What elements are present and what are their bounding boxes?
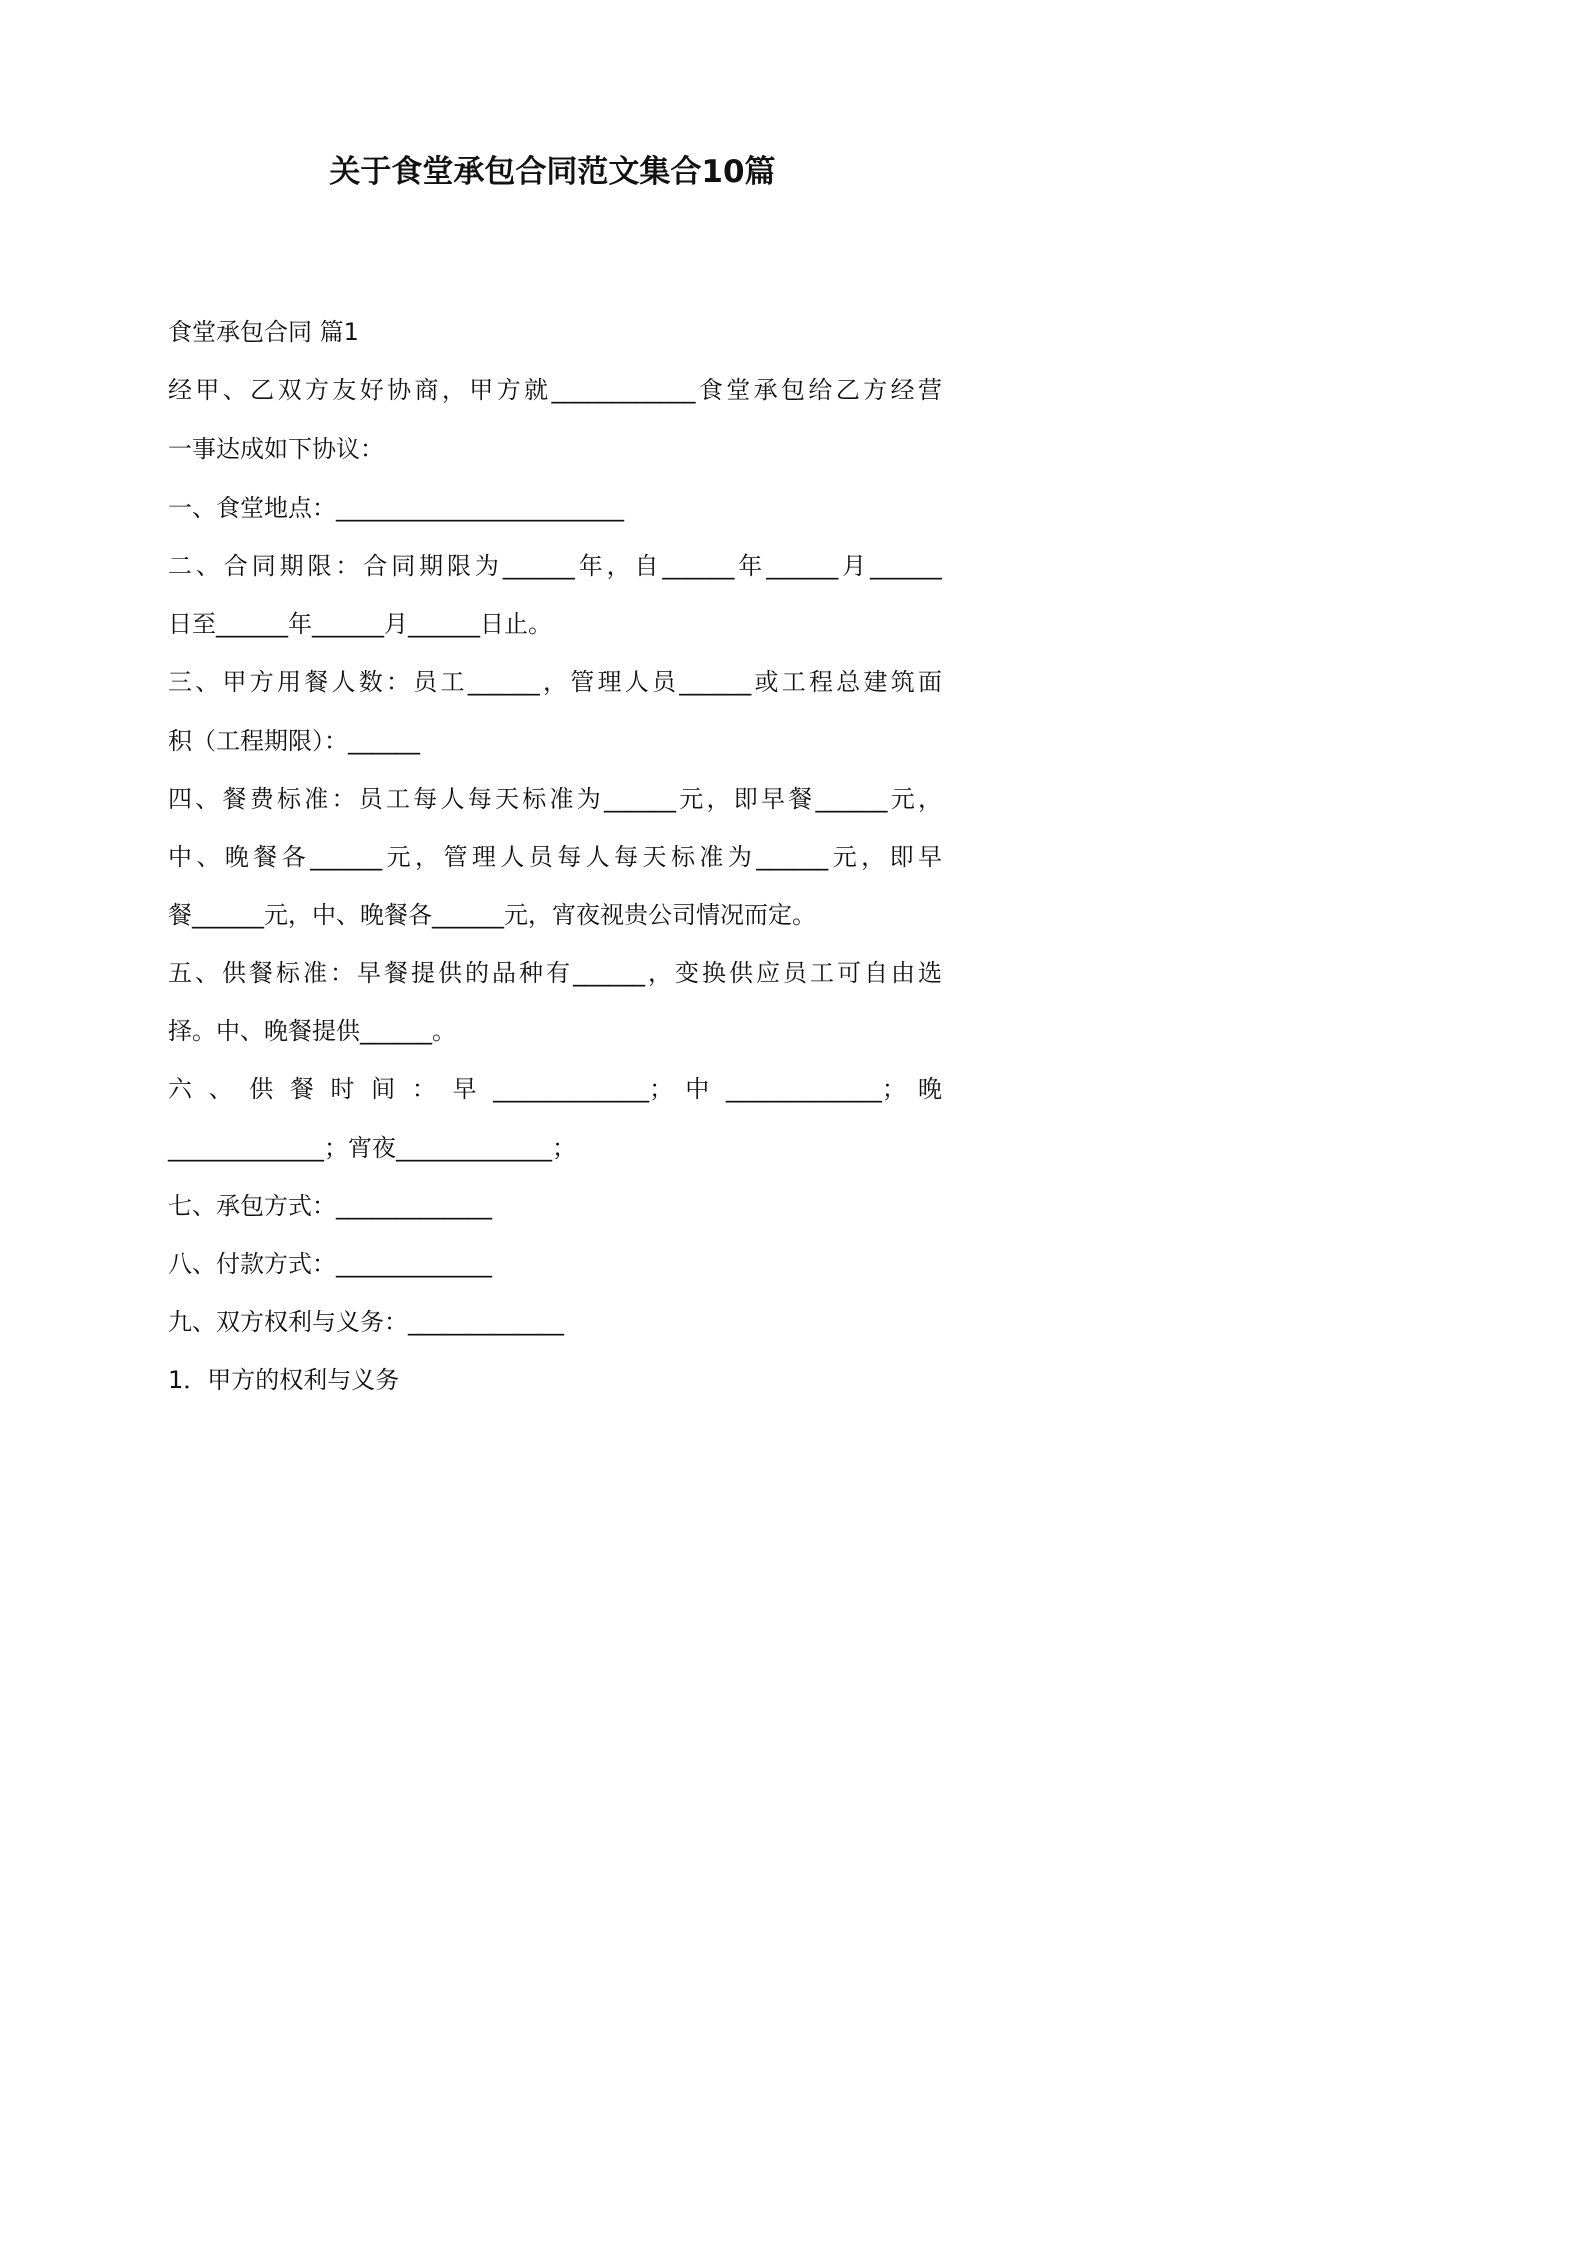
body-line: 二、合同期限：合同期限为______年，自______年______月______ [168,552,942,580]
document-page [0,0,1105,1563]
body-line: 五、供餐标准：早餐提供的品种有______，变换供应员工可自由选 [168,959,942,987]
body-line: 日至______年______月______日止。 [168,610,552,638]
body-line: 1．甲方的权利与义务 [168,1366,400,1394]
section-heading: 食堂承包合同 篇1 [168,318,359,346]
body-line: 六 、 供 餐 时 间 ： 早 _____________； 中 _____________； 晚 [168,1075,942,1103]
body-line: _____________；宵夜_____________； [168,1134,576,1162]
body-line: 九、双方权利与义务：_____________ [168,1308,564,1336]
body-line: 一事达成如下协议： [168,435,384,463]
body-line: 三、甲方用餐人数：员工______，管理人员______或工程总建筑面 [168,668,942,696]
body-line: 经甲、乙双方友好协商，甲方就____________食堂承包给乙方经营 [168,376,942,404]
body-line: 四、餐费标准：员工每人每天标准为______元，即早餐______元， [168,785,942,813]
body-line: 积（工程期限）：______ [168,727,420,755]
body-line: 餐______元，中、晚餐各______元，宵夜视贵公司情况而定。 [168,901,816,929]
document-title: 关于食堂承包合同范文集合10篇 [329,154,776,190]
body-line: 七、承包方式：_____________ [168,1192,492,1220]
body-line: 中、晚餐各______元，管理人员每人每天标准为______元，即早 [168,843,942,871]
body-line: 择。中、晚餐提供______。 [168,1017,456,1045]
body-line: 一、食堂地点：________________________ [168,494,624,522]
body-line: 八、付款方式：_____________ [168,1250,492,1278]
